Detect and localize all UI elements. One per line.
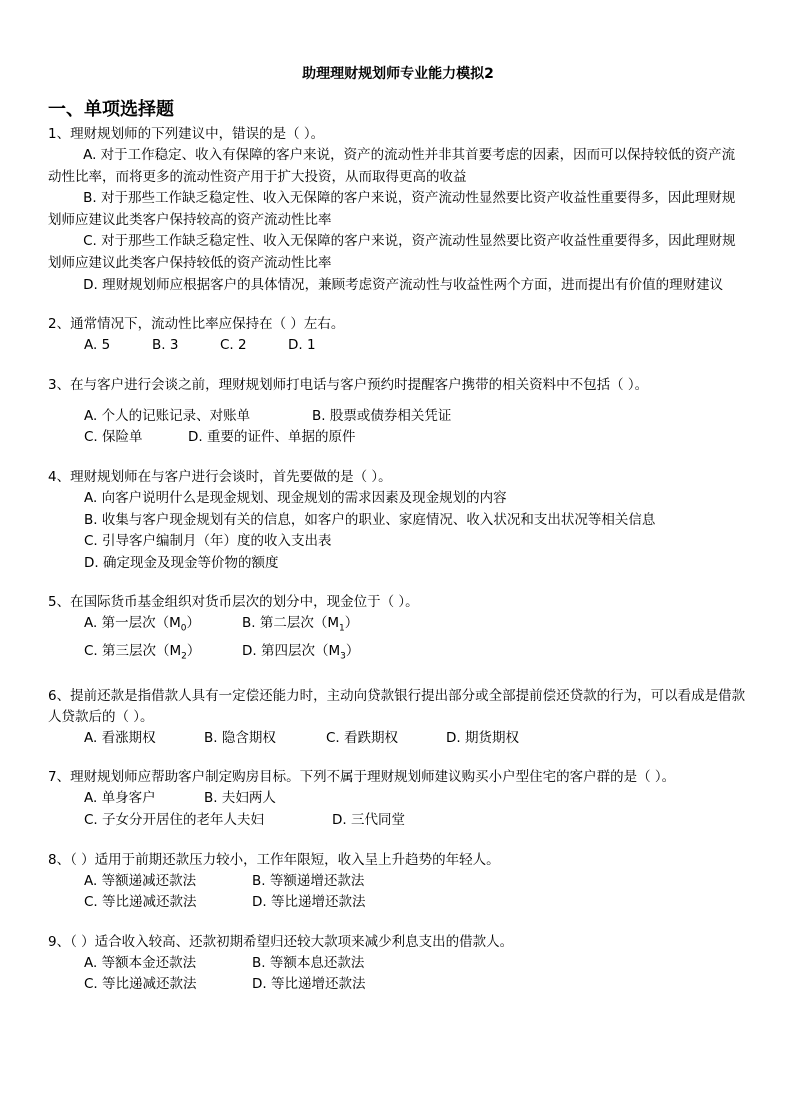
- option-d: D. 第四层次$(M_3)$: [242, 642, 360, 662]
- question-stem: 8、（ ）适用于前期还款压力较小，工作年限短，收入呈上升趋势的年轻人。: [48, 851, 500, 868]
- question-stem: 9、（ ）适合收入较高、还款初期希望归还较大款项来减少利息支出的借款人。: [48, 933, 514, 950]
- option-a: A. 对于工作稳定、收入有保障的客户来说，资产的流动性并非其首要考虑的因素，因而可以保持较低的资产流动性比率，而将更多的流动性资产用于扩大投资，从而取得更高的收益: [48, 147, 736, 185]
- option-c: C. 子女分开居住的老年人夫妇: [84, 812, 265, 829]
- option-d: D. 理财规划师应根据客户的具体情况，兼顾考虑资产流动性与收益性两个方面，进而提出有价值的理财建议: [83, 276, 724, 293]
- option-row: [48, 613, 748, 640]
- question-9: [48, 932, 748, 996]
- question-stem: 5、在国际货币基金组织对货币层次的划分中，现金位于（ ）。: [48, 594, 419, 611]
- option-c: C. 等比递减还款法: [84, 894, 197, 911]
- option-d: D. 重要的证件、单据的原件: [188, 429, 356, 446]
- question-1: [48, 124, 748, 296]
- section-heading: 一、单项选择题: [48, 99, 174, 120]
- option-c: C. 看跌期权: [326, 729, 399, 746]
- question-8: [48, 850, 748, 914]
- option-d: D. 1: [288, 337, 316, 354]
- question-4: [48, 467, 748, 574]
- option-d: D. 等比递增还款法: [252, 894, 366, 911]
- question-stem: 1、理财规划师的下列建议中，错误的是（ ）。: [48, 126, 325, 142]
- option-b: B. 隐含期权: [204, 729, 276, 746]
- option-c: C. 对于那些工作缺乏稳定性、收入无保障的客户来说，资产流动性显然要比资产收益性重要得多，因此理财规划师应建议此类客户保持较低的资产流动性比率: [48, 233, 736, 271]
- question-7: [48, 767, 748, 831]
- question-stem: 6、提前还款是指借款人具有一定偿还能力时，主动向贷款银行提出部分或全部提前偿还贷款的行为，可以看成是借款人贷款后的（ ）。: [48, 687, 746, 725]
- option-a: A. 向客户说明什么是现金规划、现金规划的需求因素及现金规划的内容: [84, 489, 507, 506]
- option-b: B. 等额递增还款法: [252, 872, 365, 889]
- option-b: B. 第二层次$(M_1)$: [242, 615, 359, 634]
- option-d: D. 等比递增还款法: [252, 976, 366, 993]
- option-d: D. 三代同堂: [332, 812, 405, 829]
- option-a: A. 单身客户: [84, 790, 156, 807]
- option-b: B. 股票或债券相关凭证: [312, 407, 452, 424]
- option-row: [48, 728, 748, 750]
- question-stem: 4、理财规划师在与客户进行会谈时，首先要做的是（ ）。: [48, 468, 392, 485]
- option-a: A. 5: [84, 337, 111, 354]
- question-2: [48, 314, 748, 357]
- option-b: B. 等额本息还款法: [252, 954, 365, 971]
- question-stem: 3、在与客户进行会谈之前，理财规划师打电话与客户预约时提醒客户携带的相关资料中不包括（ ）。: [48, 376, 649, 393]
- option-row: [48, 953, 748, 975]
- option-row: [48, 427, 748, 449]
- option-row: [48, 892, 748, 914]
- question-stem: 2、通常情况下，流动性比率应保持在（ ）左右。: [48, 316, 345, 333]
- option-b: B. 夫妇两人: [204, 790, 276, 807]
- option-b: B. 对于那些工作缺乏稳定性、收入无保障的客户来说，资产流动性显然要比资产收益性重要得多，因此理财规划师应建议此类客户保持较高的资产流动性比率: [48, 190, 736, 228]
- document-page: [48, 64, 748, 996]
- document-title: 助理理财规划师专业能力模拟2: [302, 66, 494, 82]
- question-6: [48, 686, 748, 750]
- option-d: D. 确定现金及现金等价物的额度: [84, 554, 279, 571]
- option-a: A. 个人的记账记录、对账单: [84, 407, 251, 424]
- option-row: [48, 810, 748, 832]
- option-a: A. 看涨期权: [84, 729, 156, 746]
- option-row: [48, 788, 748, 810]
- question-3: [48, 375, 748, 449]
- option-row: [48, 641, 748, 668]
- option-row: [48, 406, 748, 428]
- option-d: D. 期货期权: [446, 729, 519, 746]
- option-c: C. 保险单: [84, 429, 143, 446]
- question-5: [48, 592, 748, 668]
- question-stem: 7、理财规划师应帮助客户制定购房目标。下列不属于理财规划师建议购买小户型住宅的客户群的是（ ）。: [48, 769, 676, 786]
- option-c: C. 第三层次$(M_2)$: [84, 642, 201, 662]
- option-c: C. 引导客户编制月（年）度的收入支出表: [84, 533, 332, 550]
- option-c: C. 等比递减还款法: [84, 976, 197, 993]
- option-a: A. 等额递减还款法: [84, 872, 197, 889]
- option-b: B. 3: [152, 337, 179, 354]
- option-a: A. 第一层次$(M_0)$: [84, 615, 200, 634]
- option-row: [48, 335, 748, 357]
- option-b: B. 收集与客户现金规划有关的信息，如客户的职业、家庭情况、收入状况和支出状况等相关信息: [84, 511, 656, 528]
- option-c: C. 2: [220, 337, 247, 354]
- option-row: [48, 974, 748, 996]
- option-row: [48, 871, 748, 893]
- option-a: A. 等额本金还款法: [84, 954, 197, 971]
